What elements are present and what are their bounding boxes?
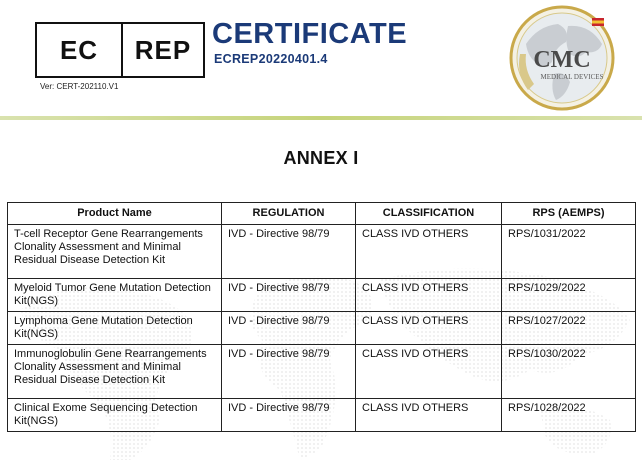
classification-cell: CLASS IVD OTHERS [356, 399, 502, 432]
classification-cell: CLASS IVD OTHERS [356, 345, 502, 399]
header-divider [0, 116, 642, 120]
rep-label: REP [134, 34, 192, 65]
logo-text: CMC [533, 47, 591, 73]
header-classification: CLASSIFICATION [356, 203, 502, 225]
globe-seal-icon [508, 4, 616, 112]
product-name-cell: Myeloid Tumor Gene Mutation Detection Kit(NGS) [8, 279, 222, 312]
classification-cell: CLASS IVD OTHERS [356, 312, 502, 345]
certificate-number: ECREP20220401.4 [214, 52, 328, 66]
ec-label: EC [37, 24, 123, 76]
classification-cell: CLASS IVD OTHERS [356, 225, 502, 279]
table-header-row [8, 203, 636, 225]
ec-rep-symbol [35, 22, 205, 78]
certificate-title: CERTIFICATE [212, 18, 408, 50]
header-regulation: REGULATION [222, 203, 356, 225]
product-name-cell: T-cell Receptor Gene Rearrangements Clonality Assessment and Minimal Residual Disease Detection Kit [8, 225, 222, 279]
version-text: Ver: CERT-202110.V1 [40, 82, 119, 91]
regulation-cell: IVD - Directive 98/79 [222, 312, 356, 345]
regulation-cell: IVD - Directive 98/79 [222, 399, 356, 432]
classification-cell: CLASS IVD OTHERS [356, 279, 502, 312]
logo-subtitle: MEDICAL DEVICES [540, 73, 604, 81]
table-row [8, 279, 636, 312]
header-product-name: Product Name [8, 203, 222, 225]
products-table [7, 202, 636, 432]
rps-cell: RPS/1028/2022 [502, 399, 636, 432]
rps-cell: RPS/1031/2022 [502, 225, 636, 279]
rps-cell: RPS/1030/2022 [502, 345, 636, 399]
annex-title: ANNEX I [283, 148, 359, 168]
product-name-cell: Clinical Exome Sequencing Detection Kit(NGS) [8, 399, 222, 432]
table-row [8, 345, 636, 399]
rps-cell: RPS/1029/2022 [502, 279, 636, 312]
table-row [8, 399, 636, 432]
table-row [8, 312, 636, 345]
regulation-cell: IVD - Directive 98/79 [222, 279, 356, 312]
rps-cell: RPS/1027/2022 [502, 312, 636, 345]
header-rps: RPS (AEMPS) [502, 203, 636, 225]
product-name-cell: Lymphoma Gene Mutation Detection Kit(NGS) [8, 312, 222, 345]
regulation-cell: IVD - Directive 98/79 [222, 225, 356, 279]
table-row [8, 225, 636, 279]
product-name-cell: Immunoglobulin Gene Rearrangements Clonality Assessment and Minimal Residual Disease Detection Kit [8, 345, 222, 399]
regulation-cell: IVD - Directive 98/79 [222, 345, 356, 399]
